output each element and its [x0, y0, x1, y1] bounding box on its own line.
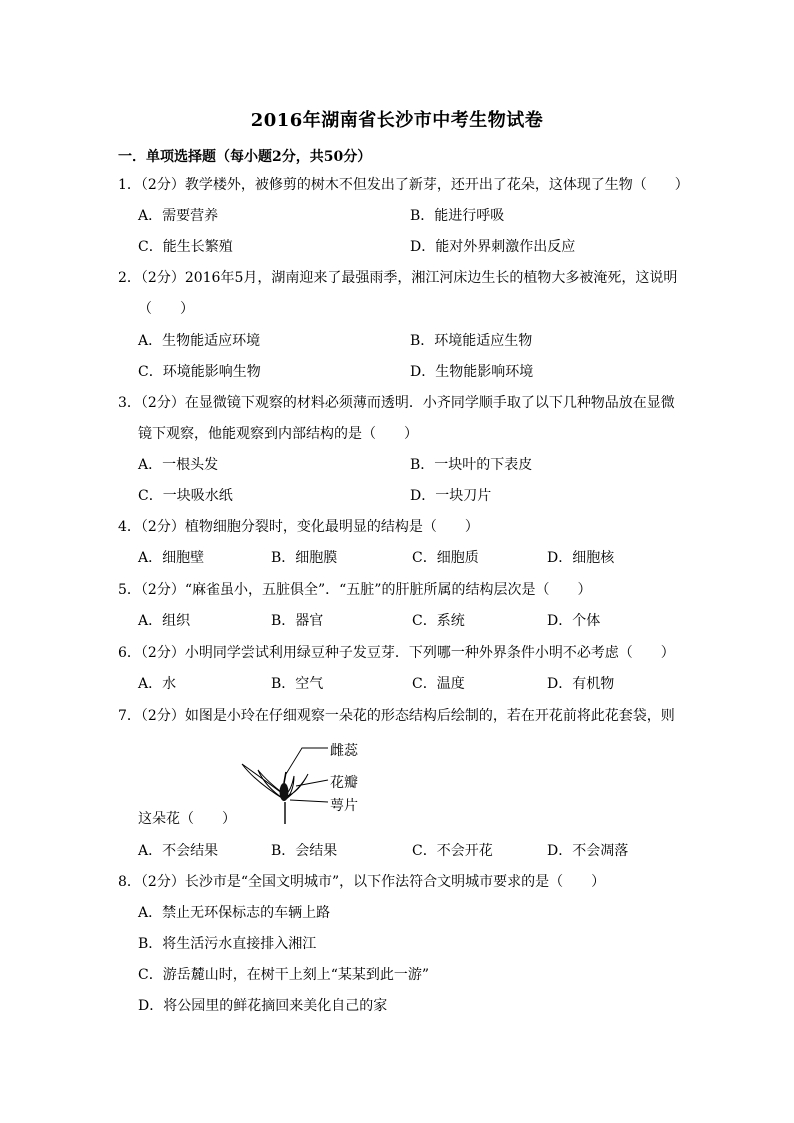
question-2-stem: 2．（2分）2016年5月，湖南迎来了最强雨季，湘江河床边生长的植物大多被淹死，这说明: [118, 270, 678, 286]
question-7-stem: 7．（2分）如图是小玲在仔细观察一朵花的形态结构后绘制的，若在开花前将此花套袋，则: [118, 708, 675, 724]
page-title: 2016年湖南省长沙市中考生物试卷: [250, 110, 544, 131]
q2-option-a: A．生物能适应环境: [138, 333, 261, 349]
q2-option-d: D．生物能影响环境: [410, 364, 534, 380]
question-5-stem: 5．（2分）“麻雀虽小，五脏俱全”．“五脏”的肝脏所属的结构层次是（ ）: [118, 582, 592, 598]
q8-option-d: D．将公园里的鲜花摘回来美化自己的家: [138, 998, 388, 1014]
q6-option-b: B．空气: [271, 676, 324, 692]
q5-option-c: C．系统: [412, 613, 465, 629]
question-1-stem: 1．（2分）教学楼外，被修剪的树木不但发出了新芽，还开出了花朵，这体现了生物（ ）: [118, 177, 689, 193]
q7-option-c: C．不会开花: [412, 843, 493, 859]
q7-option-a: A．不会结果: [138, 843, 219, 859]
q1-option-c: C．能生长繁殖: [138, 239, 233, 255]
q6-option-a: A．水: [138, 676, 177, 692]
q6-option-c: C．温度: [412, 676, 465, 692]
q5-option-a: A．组织: [138, 613, 191, 629]
q5-option-d: D．个体: [547, 613, 601, 629]
q8-option-a: A．禁止无环保标志的车辆上路: [138, 905, 331, 921]
question-3-stem-cont: 镜下观察，他能观察到内部结构的是（ ）: [138, 426, 418, 442]
q4-option-a: A．细胞壁: [138, 550, 205, 566]
q1-option-b: B．能进行呼吸: [410, 208, 505, 224]
q7-option-d: D．不会凋落: [547, 843, 629, 859]
figure-label-sepal: 萼片: [330, 798, 358, 814]
q1-option-d: D．能对外界刺激作出反应: [410, 239, 576, 255]
q3-option-b: B．一块叶的下表皮: [410, 457, 533, 473]
q4-option-c: C．细胞质: [412, 550, 479, 566]
q3-option-a: A．一根头发: [138, 457, 219, 473]
q1-option-a: A．需要营养: [138, 208, 219, 224]
q6-option-d: D．有机物: [547, 676, 615, 692]
section-heading: 一．单项选择题（每小题2分，共50分）: [118, 149, 372, 165]
q8-option-c: C．游岳麓山时，在树干上刻上“某某到此一游”: [138, 967, 430, 983]
figure-label-pistil: 雌蕊: [330, 743, 358, 759]
question-8-stem: 8．（2分）长沙市是“全国文明城市”，以下作法符合文明城市要求的是（ ）: [118, 874, 606, 890]
q7-option-b: B．会结果: [271, 843, 338, 859]
q2-option-b: B．环境能适应生物: [410, 333, 533, 349]
q3-option-c: C．一块吸水纸: [138, 488, 233, 504]
question-3-stem: 3．（2分）在显微镜下观察的材料必须薄而透明．小齐同学顺手取了以下几种物品放在显微: [118, 395, 675, 411]
question-6-stem: 6．（2分）小明同学尝试利用绿豆种子发豆芽．下列哪一种外界条件小明不必考虑（ ）: [118, 645, 675, 661]
q8-option-b: B．将生活污水直接排入湘江: [138, 936, 317, 952]
figure-label-petal: 花瓣: [330, 775, 358, 791]
q5-option-b: B．器官: [271, 613, 324, 629]
q4-option-b: B．细胞膜: [271, 550, 338, 566]
q3-option-d: D．一块刀片: [410, 488, 492, 504]
question-4-stem: 4．（2分）植物细胞分裂时，变化最明显的结构是（ ）: [118, 519, 479, 535]
q2-option-c: C．环境能影响生物: [138, 364, 261, 380]
question-2-stem-cont: （ ）: [138, 301, 194, 317]
q4-option-d: D．细胞核: [547, 550, 615, 566]
question-7-stem-cont: 这朵花（ ）: [138, 811, 236, 827]
